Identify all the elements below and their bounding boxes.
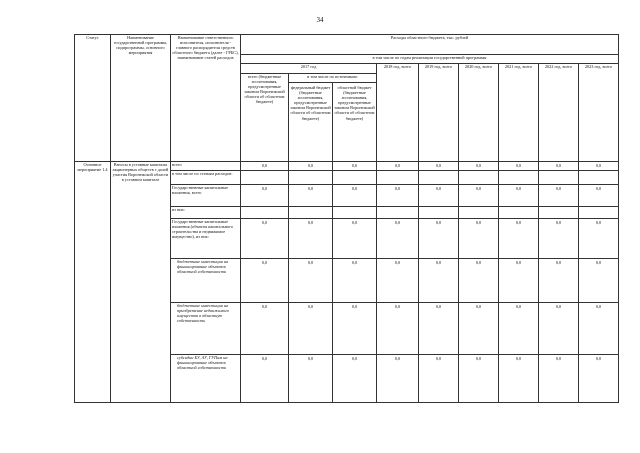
row-label: бюджетные инвестиции на финансирование объектов областной собственности bbox=[171, 259, 241, 303]
header-regional: областной бюджет (бюджетные ассигнования, предусмотренные законом Воронежской области об областном бюджете) bbox=[334, 85, 375, 121]
header-expenses: Расходы областного бюджета, тыс. рублей bbox=[241, 35, 619, 55]
value-cell: 0,0 bbox=[499, 185, 539, 207]
value-cell: 0,0 bbox=[241, 355, 289, 403]
value-cell: 0,0 bbox=[459, 162, 499, 171]
value-cell: 0,0 bbox=[241, 162, 289, 171]
value-cell bbox=[419, 207, 459, 219]
header-2018: 2018 год, всего bbox=[377, 64, 419, 162]
value-cell: 0,0 bbox=[377, 162, 419, 171]
value-cell: 0,0 bbox=[377, 259, 419, 303]
row-label: Государственные капитальные вложения (объекты капитального строительства и недвижимое имущество), из них: bbox=[171, 219, 241, 259]
value-cell bbox=[539, 171, 579, 185]
value-cell: 0,0 bbox=[289, 259, 333, 303]
value-cell: 0,0 bbox=[459, 355, 499, 403]
value-cell: 0,0 bbox=[539, 355, 579, 403]
value-cell: 0,0 bbox=[539, 219, 579, 259]
value-cell: 0,0 bbox=[459, 219, 499, 259]
value-cell: 0,0 bbox=[579, 162, 619, 171]
row-label: Государственные капитальные вложения, всего bbox=[171, 185, 241, 207]
value-cell: 0,0 bbox=[539, 259, 579, 303]
value-cell: 0,0 bbox=[377, 355, 419, 403]
header-status: Статус bbox=[75, 35, 111, 162]
value-cell bbox=[377, 207, 419, 219]
value-cell: 0,0 bbox=[241, 303, 289, 355]
value-cell: 0,0 bbox=[459, 259, 499, 303]
value-cell: 0,0 bbox=[539, 303, 579, 355]
value-cell: 0,0 bbox=[419, 303, 459, 355]
value-cell bbox=[333, 171, 377, 185]
value-cell: 0,0 bbox=[459, 303, 499, 355]
program-cell: Взносы в уставные капиталы акционерных обществ с долей участия Воронежской области в уставном капитале bbox=[111, 162, 171, 403]
header-by-years: в том числе по годам реализации государственной программы bbox=[241, 55, 619, 64]
value-cell: 0,0 bbox=[333, 355, 377, 403]
value-cell bbox=[377, 171, 419, 185]
header-executor: Наименование ответственного исполнителя, исполнителя - главного распорядителя средств областного бюджета (далее - ГРБС), наименование статей расходов bbox=[171, 35, 241, 162]
value-cell: 0,0 bbox=[499, 355, 539, 403]
header-2017: 2017 год bbox=[241, 64, 377, 74]
header-2019: 2019 год, всего bbox=[419, 64, 459, 162]
value-cell: 0,0 bbox=[579, 219, 619, 259]
value-cell: 0,0 bbox=[499, 162, 539, 171]
header-federal: федеральный бюджет (бюджетные ассигнования, предусмотренные законом Воронежской области об областном бюджете) bbox=[289, 83, 333, 161]
value-cell: 0,0 bbox=[241, 259, 289, 303]
header-2022: 2022 год, всего bbox=[539, 64, 579, 162]
value-cell: 0,0 bbox=[289, 219, 333, 259]
value-cell bbox=[241, 171, 289, 185]
value-cell: 0,0 bbox=[241, 219, 289, 259]
value-cell bbox=[241, 207, 289, 219]
value-cell: 0,0 bbox=[377, 303, 419, 355]
value-cell: 0,0 bbox=[419, 259, 459, 303]
header-2021: 2021 год, всего bbox=[499, 64, 539, 162]
row-label: субсидии БУ, АУ, ГУПам на финансирование объектов областной собственности bbox=[171, 355, 241, 403]
value-cell: 0,0 bbox=[289, 303, 333, 355]
value-cell: 0,0 bbox=[289, 355, 333, 403]
value-cell: 0,0 bbox=[377, 219, 419, 259]
value-cell: 0,0 bbox=[539, 162, 579, 171]
value-cell: 0,0 bbox=[241, 185, 289, 207]
value-cell: 0,0 bbox=[459, 185, 499, 207]
row-label: из них: bbox=[171, 207, 241, 219]
value-cell: 0,0 bbox=[579, 259, 619, 303]
value-cell bbox=[333, 207, 377, 219]
value-cell: 0,0 bbox=[333, 162, 377, 171]
header-total-budget: всего (бюджетные ассигнования, предусмотренные законом Воронежской области об областном бюджете) bbox=[241, 74, 289, 162]
value-cell bbox=[289, 171, 333, 185]
value-cell: 0,0 bbox=[333, 259, 377, 303]
value-cell bbox=[539, 207, 579, 219]
row-label: в том числе по статьям расходов: bbox=[171, 171, 241, 185]
value-cell: 0,0 bbox=[579, 185, 619, 207]
row-label: бюджетные инвестиции на приобретение недвижимого имущества в областную собственность bbox=[171, 303, 241, 355]
page-number: 34 bbox=[316, 16, 324, 24]
value-cell: 0,0 bbox=[333, 185, 377, 207]
value-cell: 0,0 bbox=[499, 259, 539, 303]
value-cell: 0,0 bbox=[419, 185, 459, 207]
value-cell: 0,0 bbox=[579, 355, 619, 403]
value-cell bbox=[459, 171, 499, 185]
header-sources-cell bbox=[289, 74, 377, 162]
value-cell bbox=[289, 207, 333, 219]
value-cell bbox=[579, 207, 619, 219]
value-cell bbox=[419, 171, 459, 185]
header-2023: 2023 год, всего bbox=[579, 64, 619, 162]
value-cell bbox=[459, 207, 499, 219]
value-cell: 0,0 bbox=[539, 185, 579, 207]
header-2020: 2020 год, всего bbox=[459, 64, 499, 162]
value-cell: 0,0 bbox=[499, 219, 539, 259]
value-cell: 0,0 bbox=[333, 219, 377, 259]
value-cell bbox=[499, 171, 539, 185]
value-cell: 0,0 bbox=[499, 303, 539, 355]
value-cell bbox=[499, 207, 539, 219]
value-cell: 0,0 bbox=[579, 303, 619, 355]
value-cell: 0,0 bbox=[419, 162, 459, 171]
value-cell: 0,0 bbox=[289, 162, 333, 171]
header-incl-sources: в том числе по источникам: bbox=[289, 74, 376, 83]
value-cell bbox=[579, 171, 619, 185]
value-cell: 0,0 bbox=[419, 355, 459, 403]
row-label: всего bbox=[171, 162, 241, 171]
value-cell: 0,0 bbox=[333, 303, 377, 355]
value-cell: 0,0 bbox=[419, 219, 459, 259]
status-cell: Основное мероприятие 1.4 bbox=[75, 162, 111, 403]
value-cell: 0,0 bbox=[289, 185, 333, 207]
header-program-name: Наименование государственной программы, подпрограммы, основного мероприятия bbox=[111, 35, 171, 162]
value-cell: 0,0 bbox=[377, 185, 419, 207]
table-row bbox=[75, 162, 619, 171]
budget-table bbox=[74, 34, 619, 403]
